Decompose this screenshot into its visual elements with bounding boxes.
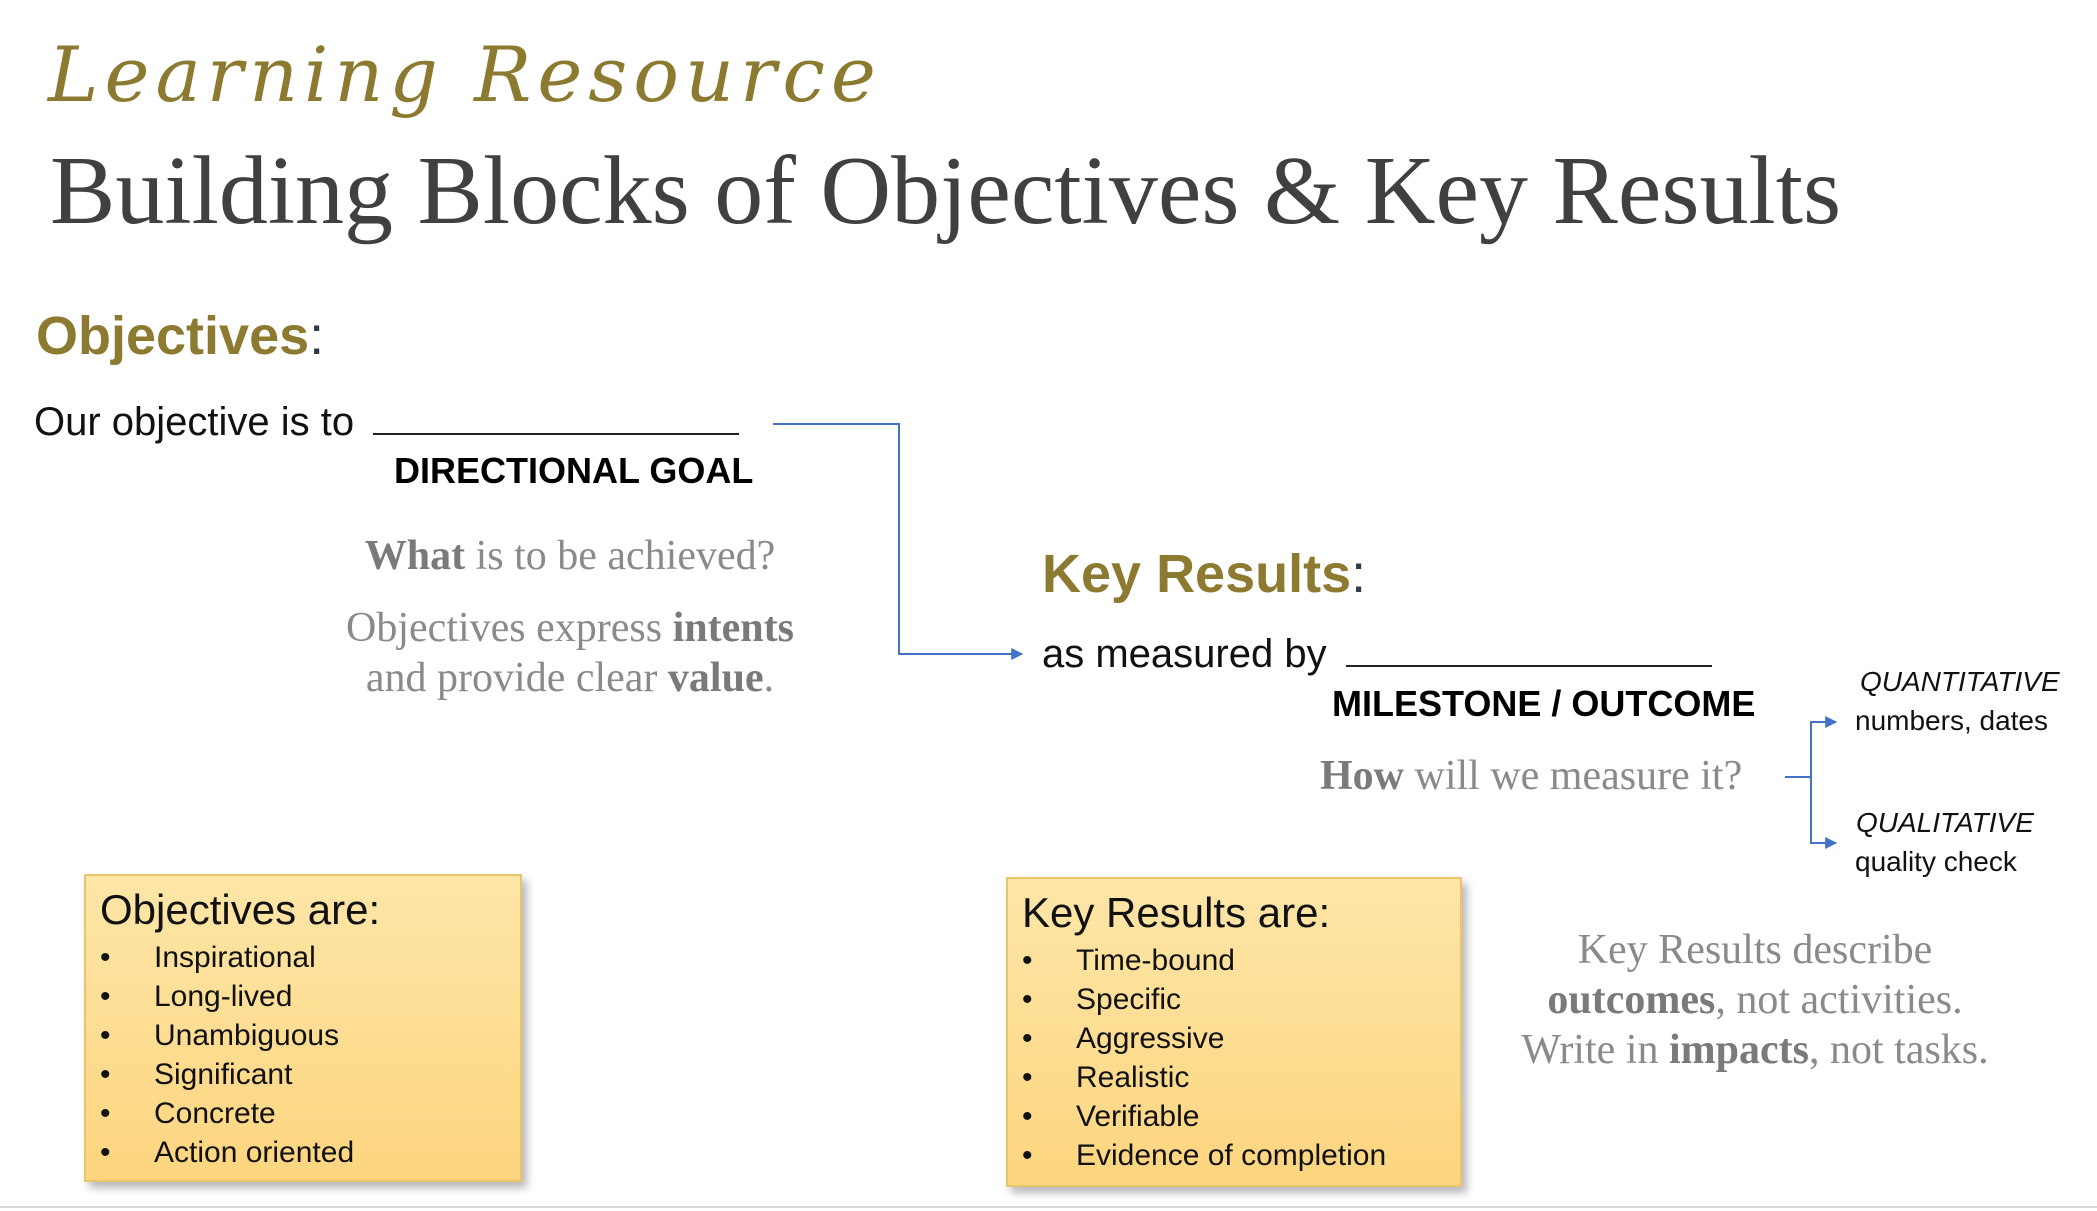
kr-note-bold-outcomes: outcomes	[1547, 977, 1716, 1023]
bottom-divider	[0, 1206, 2097, 1208]
desc-text-1: Objectives express	[346, 605, 673, 651]
qualitative-description: quality check	[1855, 846, 2017, 877]
list-item: • Significant	[86, 1055, 520, 1094]
desc-period: .	[763, 655, 775, 701]
quantitative-description: numbers, dates	[1855, 705, 2048, 736]
kr-note-bold-impacts: impacts	[1668, 1027, 1809, 1073]
kr-note-line2	[1490, 975, 2020, 1025]
qualitative-branch-arrow	[1811, 777, 1836, 843]
desc-text-2: and provide clear	[365, 655, 668, 701]
key-results-note-box	[1006, 877, 1462, 1187]
key-results-heading	[1042, 543, 1366, 605]
kr-question-bold: How	[1320, 753, 1404, 799]
list-item: • Concrete	[86, 1094, 520, 1133]
kr-sentence	[1042, 632, 1712, 677]
list-item: • Action oriented	[86, 1133, 520, 1172]
objectives-note-box	[84, 874, 522, 1182]
kr-note-line2-rest: , not activities.	[1715, 977, 1963, 1023]
list-item: • Verifiable	[1008, 1097, 1460, 1136]
list-item: • Realistic	[1008, 1058, 1460, 1097]
objective-question-bold: What	[364, 533, 466, 579]
kr-note-line3-pre: Write in	[1521, 1027, 1669, 1073]
key-results-traits-list	[1008, 941, 1460, 1175]
list-item: • Aggressive	[1008, 1019, 1460, 1058]
page-title: Building Blocks of Objectives & Key Results	[50, 137, 1842, 245]
kr-note-line3	[1490, 1025, 2020, 1075]
list-item: • Time-bound	[1008, 941, 1460, 980]
qualitative-label: QUALITATIVE	[1856, 807, 2034, 838]
script-title: Learning Resource	[48, 30, 882, 119]
desc-bold-intents: intents	[672, 605, 794, 651]
desc-bold-value: value	[667, 655, 764, 701]
quantitative-branch-arrow	[1811, 722, 1836, 777]
kr-question	[1320, 752, 1742, 800]
objectives-box-title: Objectives are:	[100, 886, 381, 933]
quantitative-label: QUANTITATIVE	[1860, 666, 2060, 697]
kr-outcomes-note	[1490, 925, 2020, 1075]
list-item: • Unambiguous	[86, 1016, 520, 1055]
objective-question-rest: is to be achieved?	[465, 533, 776, 579]
kr-note-line3-rest: , not tasks.	[1808, 1027, 1989, 1073]
objectives-traits-list	[86, 938, 520, 1172]
list-item: • Evidence of completion	[1008, 1136, 1460, 1175]
key-results-heading-colon: :	[1351, 544, 1367, 604]
list-item: • Long-lived	[86, 977, 520, 1016]
key-results-heading-text: Key Results	[1042, 544, 1352, 604]
list-item: • Specific	[1008, 980, 1460, 1019]
directional-goal-caption: DIRECTIONAL GOAL	[394, 450, 754, 491]
kr-note-line1: Key Results describe	[1577, 927, 1933, 973]
milestone-outcome-caption: MILESTONE / OUTCOME	[1332, 683, 1756, 724]
kr-question-rest: will we measure it?	[1404, 753, 1743, 799]
objectives-heading-colon: :	[309, 306, 325, 366]
objective-sentence-text: Our objective is to	[34, 400, 355, 444]
objective-to-kr-connector	[773, 424, 1022, 654]
objectives-heading-text: Objectives	[36, 306, 310, 366]
key-results-box-title: Key Results are:	[1022, 889, 1331, 936]
list-item: • Inspirational	[86, 938, 520, 977]
kr-blank-line	[1346, 664, 1712, 667]
kr-sentence-text: as measured by	[1042, 632, 1327, 676]
